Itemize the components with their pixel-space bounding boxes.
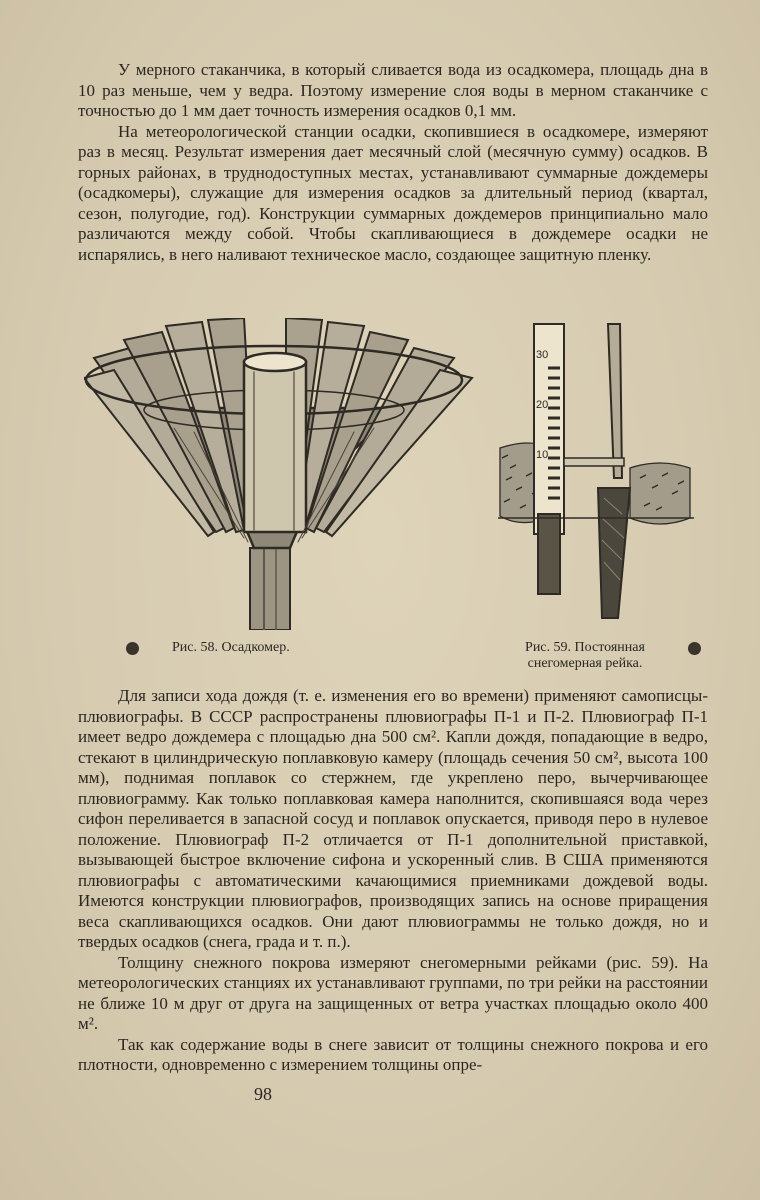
rod-mark-20: 20 <box>536 399 549 411</box>
snow-rod-illustration <box>490 318 700 630</box>
figure-58-caption: Рис. 58. Осадкомер. <box>172 640 290 655</box>
gauge-stem <box>250 548 290 630</box>
paragraph: Так как содержание воды в снеге зависит от толщины снежного покрова и его плотности, одновременно с измерением толщины опре- <box>78 1034 708 1074</box>
support-stake <box>608 324 622 478</box>
text-block-bottom <box>78 686 708 1076</box>
figure-59-caption <box>500 640 670 672</box>
page-number: 98 <box>254 1084 272 1104</box>
paragraph: Толщину снежного покрова измеряют снегомерными рейками (рис. 59). На метеорологических станциях их устанавливают группами, по три рейки на расстоянии не ближе 10 м друг от друга на защищенных от ветра участках площадью около 400 м². <box>78 952 708 1033</box>
precipitation-gauge-illustration <box>84 318 474 630</box>
bullet-mark <box>126 642 139 655</box>
figure-59-caption-line: Рис. 59. Постоянная <box>525 640 645 655</box>
text-block-top <box>78 60 708 265</box>
rod-clamp <box>564 458 624 466</box>
rod-mark-30: 30 <box>536 349 549 361</box>
figure-59-caption-line: снегомерная рейка. <box>527 656 643 671</box>
paragraph: На метеорологической станции осадки, скопившиеся в осадкомере, измеряют раз в месяц. Результат измерения дает месячный слой (месячную сумму) осадков. В горных районах, в труднодоступных местах, устанавливают суммарные дождемеры (осадкомеры), служащие для измерения осадков за длительный период (квартал, сезон, полугодие, год). Конструкции суммарных дождемеров принципиально мало различаются между собой. Чтобы скапливающиеся в дождемере осадки не испарялись, в него наливают техническое масло, создающее защитную пленку. <box>78 121 708 264</box>
ground-texture <box>500 443 690 524</box>
paragraph: У мерного стаканчика, в который сливается вода из осадкомера, площадь дна в 10 раз меньше, чем у ведра. Поэтому измерение слоя воды в мерном стаканчике с точностью до 1 мм дает точность измерения осадков 0,1 мм. <box>78 60 708 120</box>
bullet-mark <box>688 642 701 655</box>
rod-mark-10: 10 <box>536 449 549 461</box>
paragraph: Для записи хода дождя (т. е. изменения его во времени) применяют самописцы-плювиографы. В СССР распространены плювиографы П-1 и П-2. Плювиограф П-1 имеет ведро дождемера с площадью дна 500 см². Капли дождя, попадающие в ведро, стекают в цилиндрическую поплавковую камеру (площадь сечения 50 см², высота 100 мм), поднимая поплавок со стержнем, где укреплено перо, вычерчивающее плювиограмму. Как только поплавковая камера наполнится, скопившаяся вода через сифон переливается в запасной сосуд и поплавок опускается, приводя перо в нулевое положение. Плювиограф П-2 отличается от П-1 дополнительной приставкой, вызывающей быстрое включение сифона и ускоренный слив. В США применяются плювиографы с автоматическими качающимися приемниками дождевой воды. Имеются конструкции плювиографов, производящих запись на основе приращения веса скапливающихся осадков. Они дают плювиограммы не только дождя, но и твердых осадков (снега, града и т. п.). <box>78 686 708 951</box>
